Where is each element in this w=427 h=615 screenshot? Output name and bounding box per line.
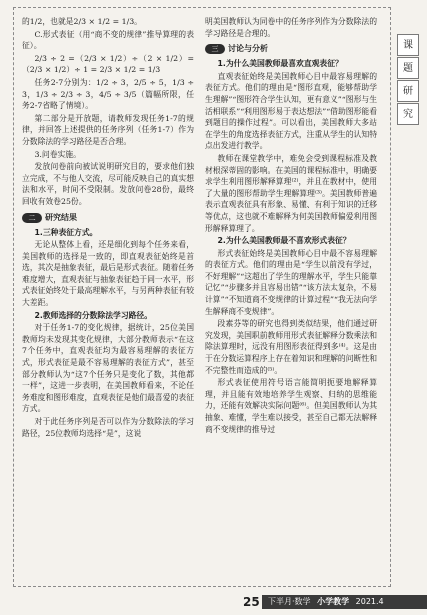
subheading: 2.教师选择的分数除法学习路径。	[34, 310, 153, 320]
right-column	[205, 16, 377, 436]
paragraph: 段素芬等的研究也得到类似结果，他们通过研究发现，美国职前教师用形式表征解释分数乘法和除法算理时，远没有用图形表征得到多⁽⁴⁾。这是由于在分数运算程序上存在着知识和理解的问断性和不完整性而造成的⁽⁵⁾。	[205, 319, 377, 375]
paragraph: 教师在课堂教学中，难免会受到课程标准及教材根深蒂固的影响。在美国的课程标准中，明确要求学生利用图形解释算理⁽²⁾，并且在教材中，使用了大量的图形帮助学生理解算理⁽³⁾。美国教师普遍表示直观表征具有形象、易懂、有利于知识的迁移等优点，这也就不难解释为何美国教师偏爱利用图形解释算理了。	[205, 153, 377, 233]
footer-issue: 下半月·数学	[268, 597, 311, 606]
paragraph: 无论从整体上看，还是细化到每个任务来看，美国教师的选择是一致的，即直观表征始终是首选，其次是抽象表征，最后是形式表征。随着任务难度增大，直观表征与抽象表征趋于同一水平，形式表征始终处于最高理解水平，与另两种表征有较大差距。	[22, 240, 194, 308]
paragraph: 的1/2，也就是2/3 × 1/2 = 1/3。	[22, 17, 142, 26]
section-heading	[22, 212, 194, 224]
sidebar-char: 研	[397, 80, 419, 102]
paragraph: 形式表征使用符号语言能简明扼要地解释算理，并且能有效地培养学生观察、归纳的思维能力，还能有效解决实际问题⁽⁶⁾。但美国教师认为其抽象、难懂，学生难以接受，甚至自己都无法解释商不变规律的推导过	[205, 378, 377, 434]
formula: 2/3 ÷ 2 =（2/3 × 1/2）÷（2 × 1/2）=（2/3 × 1/2）÷ 1 = 2/3 × 1/2 = 1/3	[22, 53, 194, 75]
subheading: 2.为什么美国教师最不喜欢形式表征？	[217, 236, 351, 246]
page-number: 25	[243, 595, 260, 609]
paragraph: 第二部分是开放题，请教师发现任务1-7的规律，并回答上述提供的任务序列（任务1-7）作为分数除法的学习路径是否合理。	[22, 113, 194, 146]
paragraph: 3.问卷实施。	[34, 149, 81, 159]
subheading: 1.为什么美国教师最喜欢直观表征？	[217, 59, 343, 69]
paragraph: 发放问卷前向被试说明研究目的，要求他们独立完成，不与他人交流，尽可能反映自己的真实想法和水平，时间不受限制。发放问卷28份，最终回收有效卷25份。	[22, 162, 194, 206]
paragraph: 形式表征始终是美国教师心目中最不容易理解的表征方式。他们的理由是“学生以前没有学过，不好理解”“这超出了学生的理解水平，学生只能靠记忆”“步骤多并且容易出错”“该方法太复杂，不易计算”“不知道商不变规律的计算过程”“我无法向学生解释商不变规律”。	[205, 248, 377, 316]
paragraph: 对于此任务序列是否可以作为分数除法的学习路径，25位教师均选择“是”，这说	[22, 417, 194, 438]
sidebar-char: 究	[397, 103, 419, 125]
paragraph: 对于任务1-7的变化规律，据统计，25位美国教师均未发现其变化规律，大部分教师表示“在这7个任务中，直观表征均为最容易理解的表征方式，形式表征是最不容易理解的表征方式”，甚至部分教师认为“这7个任务只是变化了数，其他都一样”，这进一步表明，在美国教师看来，不论任务难度和图形难度，直观表征是他们最喜爱的表征方式。	[22, 323, 194, 414]
magazine-name: 小学教学	[317, 597, 350, 606]
subheading: 1.三种表征方式。	[34, 227, 98, 237]
footer-bar	[262, 595, 427, 609]
paragraph: 明美国教师认为同卷中的任务序列作为分数除法的学习路径是合理的。	[205, 17, 377, 38]
section-title: 研究结果	[45, 212, 77, 222]
sidebar-char: 课	[397, 34, 419, 56]
section-number-badge: 二	[22, 213, 42, 223]
section-number-badge: 三	[205, 44, 225, 54]
paragraph: 直观表征始终是美国教师心目中最容易理解的表征方式。他们的理由是“图形直观，能够帮助学生理解”“图形符合学生认知，更有意义”“图形与生活相联系”“利用图形易于表达想法”“借助图形能看到题目的操作过程”。可以看出，美国教师大多站在学生的角度选择表征方式，注重从学生的认知特点出发进行教学。	[205, 71, 377, 151]
paragraph: C.形式表征（用“商不变的规律”推导算理的表征）。	[22, 29, 194, 51]
paragraph: 任务2-7分别为：1/2 ÷ 3，2/5 ÷ 5，1/3 ÷ 3，1/3 ÷ 2/3 ÷ 3，4/5 ÷ 3/5（篇幅所限，任务2-7省略了情境）。	[22, 77, 194, 111]
left-column	[22, 16, 194, 440]
sidebar-char: 题	[397, 57, 419, 79]
footer-date: 2021.4	[355, 597, 384, 606]
page-footer	[0, 593, 427, 611]
section-heading	[205, 43, 377, 55]
section-title: 讨论与分析	[228, 44, 268, 54]
section-sidebar	[395, 34, 421, 126]
